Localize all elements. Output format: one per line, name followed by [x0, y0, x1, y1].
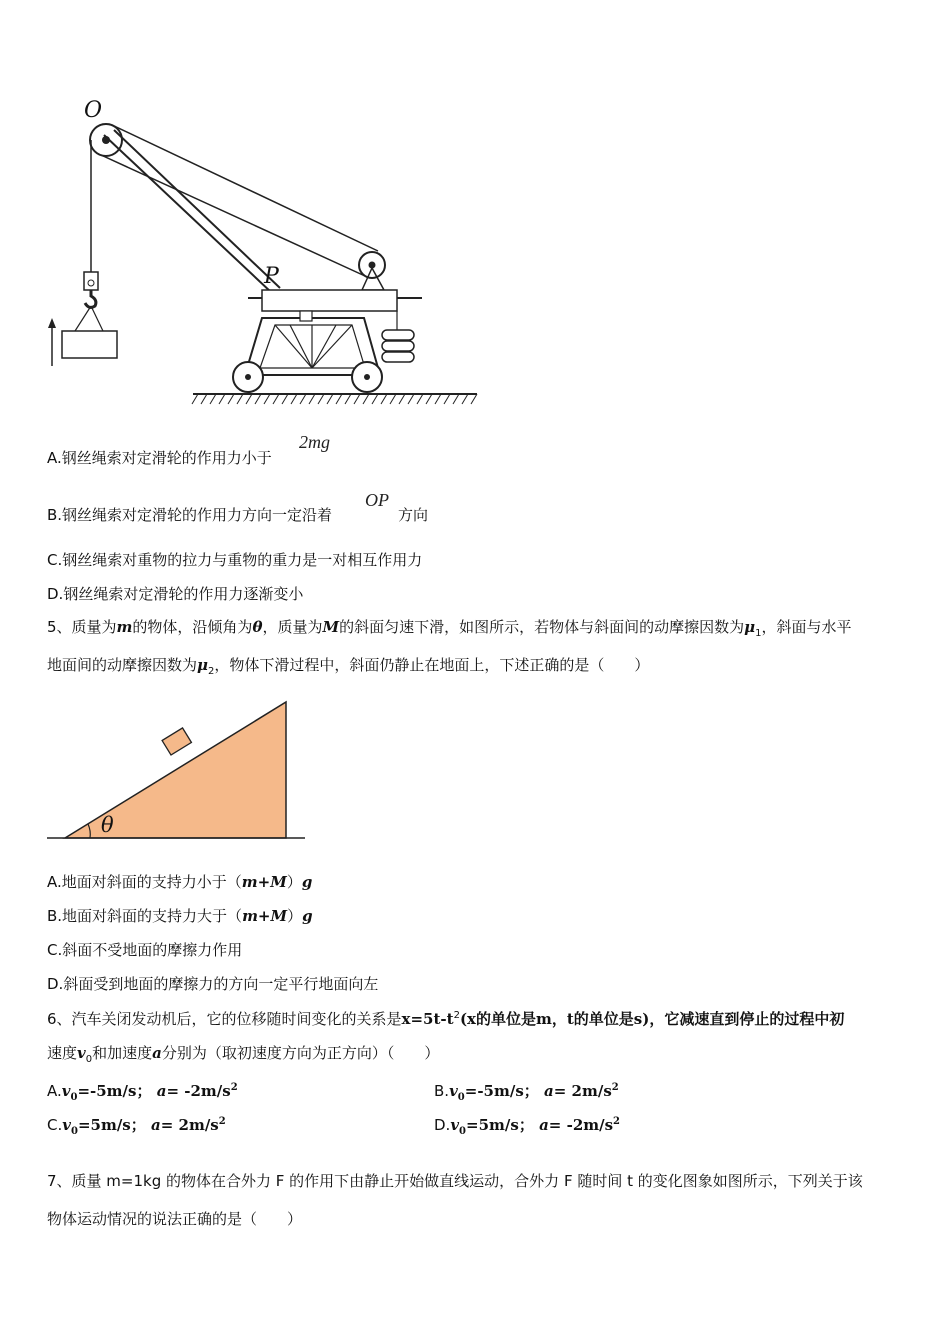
q6-text: 6、汽车关闭发动机后，它的位移随时间变化的关系是	[47, 1010, 402, 1028]
q5-symbol-mu1: μ	[744, 618, 756, 636]
q5-text: 的物体，沿倾角为	[132, 618, 253, 636]
q5-symbol-mu2: μ	[197, 656, 208, 674]
q6-option-b-a: = 2m/s	[553, 1082, 612, 1100]
q6-text: 分别为（取初速度方向为正方向）（ ）	[161, 1044, 440, 1062]
q6-symbol-a: a	[539, 1116, 549, 1134]
q6-symbol-a: a	[152, 1044, 162, 1062]
q4-option-b-tail: 方向	[398, 506, 429, 524]
q4-option-b-text: B.钢丝绳索对定滑轮的作用力方向一定沿着	[47, 506, 333, 524]
q6-unit-sup: 2	[218, 1116, 226, 1127]
q6-symbol-a: a	[156, 1082, 167, 1100]
q6-symbol-v: v	[62, 1116, 71, 1134]
q5-option-b	[47, 906, 313, 926]
q5-option-b-g: g	[302, 907, 313, 925]
q5-option-b-text: B.地面对斜面的支持力大于（	[47, 907, 243, 925]
q5-symbol-mu1-sub: 1	[755, 628, 762, 639]
q6-unit-sup: 2	[230, 1082, 238, 1093]
q6-symbol-v-sub: 0	[459, 1126, 467, 1137]
q6-unit-sup: 2	[611, 1082, 619, 1093]
q6-equation: x=5t-t	[401, 1010, 454, 1028]
q5-symbol-mu2-sub: 2	[208, 666, 215, 677]
q5-option-a	[47, 872, 312, 892]
q6-symbol-v: v	[77, 1044, 86, 1062]
q5-symbol-M: M	[322, 618, 340, 636]
q4-option-a-math: 2mg	[299, 432, 330, 452]
q4-option-b	[47, 505, 332, 525]
q5-option-b-tail: ）	[287, 907, 303, 925]
q4-option-a-text: A.钢丝绳索对定滑轮的作用力小于	[47, 449, 272, 467]
q6-option-c	[47, 1112, 226, 1142]
q6-symbol-a: a	[544, 1082, 554, 1100]
q6-text: 和加速度	[92, 1044, 153, 1062]
q5-option-a-g: g	[301, 873, 313, 891]
q5-text: ，斜面与水平	[761, 618, 852, 636]
incline-figure	[40, 695, 315, 845]
q6-option-c-label: C.	[47, 1116, 63, 1134]
q6-option-d-label: D.	[434, 1116, 451, 1134]
q6-text: 速度	[47, 1044, 78, 1062]
q5-symbol-m: m	[116, 618, 133, 636]
q6-option-a-label: A.	[47, 1082, 62, 1100]
q5-option-a-math: m+M	[241, 873, 287, 891]
q6-option-a	[47, 1078, 238, 1108]
q6-unit-sup: 2	[613, 1116, 621, 1127]
q5-text: ，质量为	[262, 618, 323, 636]
q5-option-a-tail: ）	[286, 873, 302, 891]
q6-symbol-v-sub: 0	[70, 1092, 78, 1103]
q6-option-a-a: = -2m/s	[166, 1082, 231, 1100]
q6-option-b-v0: =-5m/s；	[464, 1082, 539, 1100]
crane-label-o: O	[84, 98, 103, 123]
q6-symbol-v: v	[450, 1116, 460, 1134]
q6-text: (x的单位是m，t的单位是s)，它减速直到停止的过程中初	[459, 1010, 845, 1028]
q6-symbol-v: v	[61, 1082, 71, 1100]
q7-stem-line-1: 7、质量 m=1kg 的物体在合外力 F 的作用下由静止开始做直线运动，合外力 F 随时间 t 的变化图象如图所示，下列关于该	[47, 1172, 863, 1190]
q5-option-b-math: m+M	[242, 907, 288, 925]
q6-option-c-a: = 2m/s	[160, 1116, 219, 1134]
q5-option-d: D.斜面受到地面的摩擦力的方向一定平行地面向左	[47, 975, 379, 993]
q6-option-b-label: B.	[434, 1082, 450, 1100]
q5-text: ，物体下滑过程中，斜面仍静止在地面上，下述正确的是（ ）	[214, 656, 650, 674]
q4-option-b-math: OP	[365, 490, 389, 510]
q6-stem-line-1	[47, 1006, 844, 1029]
q6-symbol-a: a	[150, 1116, 161, 1134]
q6-symbol-v-sub: 0	[457, 1092, 465, 1103]
q5-option-a-text: A.地面对斜面的支持力小于（	[47, 873, 242, 891]
q4-option-c: C.钢丝绳索对重物的拉力与重物的重力是一对相互作用力	[47, 551, 423, 569]
q6-equation-sup: 2	[453, 1010, 460, 1021]
crane-figure	[40, 95, 480, 410]
crane-label-p: P	[264, 264, 279, 289]
q6-option-d	[434, 1112, 620, 1142]
q7-stem-line-2: 物体运动情况的说法正确的是（ ）	[47, 1210, 303, 1228]
q5-text: 的斜面匀速下滑，如图所示，若物体与斜面间的动摩擦因数为	[339, 618, 745, 636]
q6-option-a-v0: =-5m/s；	[77, 1082, 152, 1100]
q6-option-d-a: = -2m/s	[548, 1116, 614, 1134]
q5-option-c: C.斜面不受地面的摩擦力作用	[47, 941, 243, 959]
q5-stem-line-1	[47, 617, 851, 644]
q6-symbol-v: v	[449, 1082, 458, 1100]
q6-stem-line-2	[47, 1043, 439, 1070]
q5-text: 地面间的动摩擦因数为	[47, 656, 198, 674]
q6-symbol-v-sub: 0	[70, 1126, 78, 1137]
q5-stem-line-2	[47, 655, 649, 682]
q5-symbol-theta: θ	[252, 618, 263, 636]
q5-text: 5、质量为	[47, 618, 117, 636]
incline-label-theta: θ	[101, 813, 114, 837]
q6-symbol-v-sub: 0	[85, 1054, 93, 1065]
q4-option-a	[47, 448, 272, 468]
q6-option-b	[434, 1078, 619, 1108]
q6-option-d-v0: =5m/s；	[466, 1116, 534, 1134]
q4-option-d: D.钢丝绳索对定滑轮的作用力逐渐变小	[47, 585, 304, 603]
q6-option-c-v0: =5m/s；	[77, 1116, 146, 1134]
